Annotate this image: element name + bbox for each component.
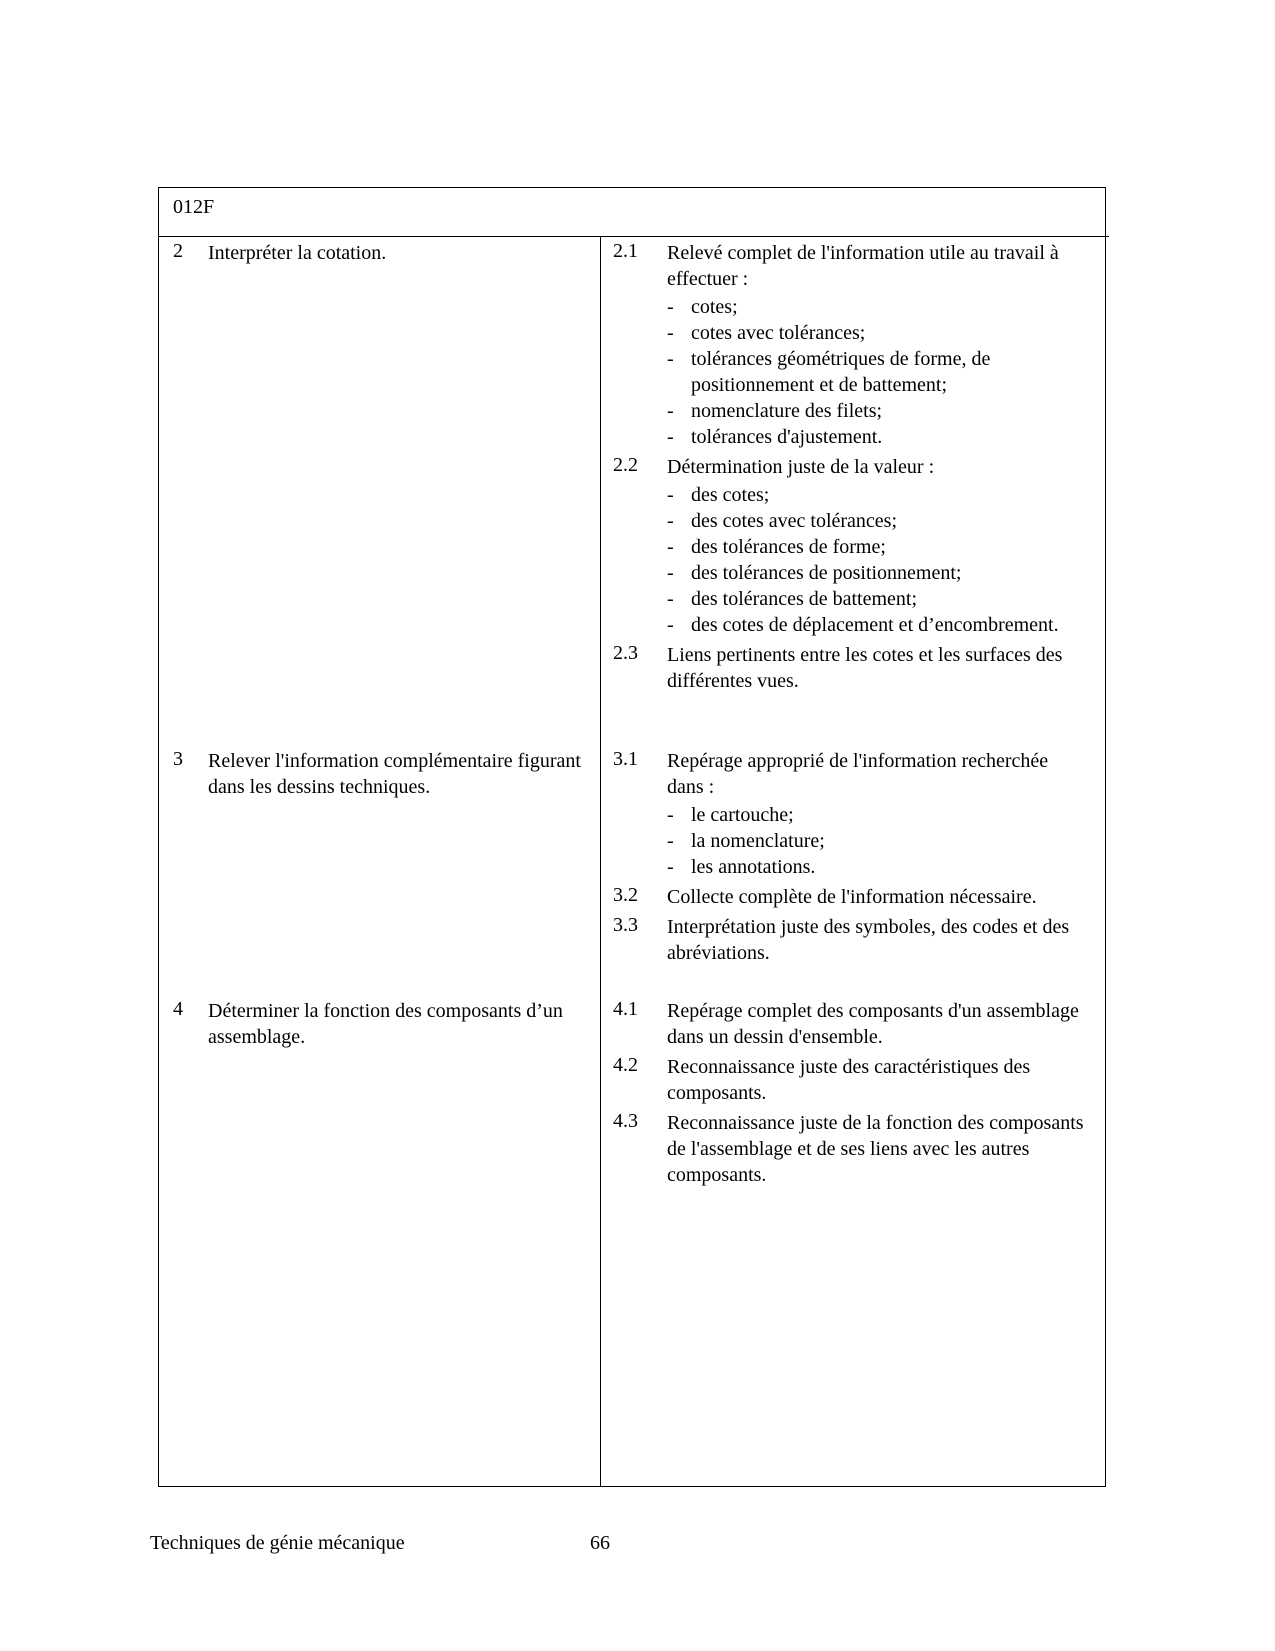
dash-bullet: - (667, 830, 674, 852)
criterion-text: Détermination juste de la valeur : (667, 456, 935, 478)
criterion-number: 3.1 (613, 748, 638, 770)
dash-bullet: - (667, 614, 674, 636)
element-text: Relever l'information complémentaire figurant dans les dessins techniques. (208, 750, 581, 798)
criterion-text: Repérage approprié de l'information recherchée dans : (667, 750, 1049, 798)
criterion-bullets (667, 294, 1088, 450)
criterion-text: Reconnaissance juste des caractéristiques des composants. (667, 1056, 1031, 1104)
criterion-bullets (667, 482, 1088, 638)
criteria-cell (613, 998, 1088, 1192)
criterion-2-3 (613, 642, 1088, 694)
table-header (159, 188, 1109, 237)
criterion-2-1 (613, 240, 1088, 450)
criterion-text: Interprétation juste des symboles, des codes et des abréviations. (667, 916, 1070, 964)
criterion-text: Reconnaissance juste de la fonction des composants de l'assemblage et de ses liens avec les autres composants. (667, 1112, 1084, 1186)
element-number: 3 (173, 748, 183, 770)
list-item: - la nomenclature; (667, 830, 825, 852)
dash-bullet: - (667, 296, 674, 318)
criterion-number: 4.2 (613, 1054, 638, 1076)
element-number: 2 (173, 240, 183, 262)
criterion-3-3 (613, 914, 1088, 966)
list-item: - des tolérances de positionnement; (667, 562, 962, 584)
page-footer (150, 1530, 610, 1556)
criterion-bullets (667, 802, 1088, 880)
criterion-number: 2.3 (613, 642, 638, 664)
criterion-text: Repérage complet des composants d'un assemblage dans un dessin d'ensemble. (667, 1000, 1079, 1048)
criterion-text: Relevé complet de l'information utile au travail à effectuer : (667, 242, 1059, 290)
list-item: - des tolérances de forme; (667, 536, 886, 558)
criterion-number: 2.1 (613, 240, 638, 262)
element-number: 4 (173, 998, 183, 1020)
dash-bullet: - (667, 426, 674, 448)
dash-bullet: - (667, 562, 674, 584)
list-item: - nomenclature des filets; (667, 400, 883, 422)
list-item: - des tolérances de battement; (667, 588, 918, 610)
dash-bullet: - (667, 856, 674, 878)
element-cell (173, 240, 593, 266)
list-item: - le cartouche; (667, 804, 794, 826)
criterion-4-1 (613, 998, 1088, 1050)
criterion-text: Collecte complète de l'information nécessaire. (667, 886, 1037, 908)
list-item: - cotes avec tolérances; (667, 322, 866, 344)
element-cell (173, 748, 593, 800)
element-text: Interpréter la cotation. (208, 242, 387, 264)
column-divider (600, 236, 601, 1486)
dash-bullet: - (667, 348, 674, 370)
dash-bullet: - (667, 536, 674, 558)
criterion-text: Liens pertinents entre les cotes et les surfaces des différentes vues. (667, 644, 1063, 692)
element-cell (173, 998, 593, 1050)
criterion-number: 4.3 (613, 1110, 638, 1132)
list-item: - des cotes avec tolérances; (667, 510, 898, 532)
dash-bullet: - (667, 804, 674, 826)
footer-title: Techniques de génie mécanique (150, 1532, 405, 1554)
list-item: - tolérances géométriques de forme, de positionnement et de battement; (667, 348, 991, 396)
list-item: - tolérances d'ajustement. (667, 426, 883, 448)
competency-code: 012F (173, 196, 215, 218)
element-text: Déterminer la fonction des composants d’un assemblage. (208, 1000, 563, 1048)
criterion-3-1 (613, 748, 1088, 880)
criteria-cell (613, 748, 1088, 970)
list-item: - des cotes de déplacement et d’encombrement. (667, 614, 1059, 636)
dash-bullet: - (667, 322, 674, 344)
dash-bullet: - (667, 510, 674, 532)
dash-bullet: - (667, 400, 674, 422)
page-number: 66 (590, 1532, 610, 1554)
criterion-number: 3.3 (613, 914, 638, 936)
criterion-4-2 (613, 1054, 1088, 1106)
dash-bullet: - (667, 484, 674, 506)
criterion-2-2 (613, 454, 1088, 638)
list-item: - cotes; (667, 296, 738, 318)
list-item: - des cotes; (667, 484, 770, 506)
criterion-number: 3.2 (613, 884, 638, 906)
criteria-cell (613, 240, 1088, 698)
criterion-4-3 (613, 1110, 1088, 1188)
criterion-3-2 (613, 884, 1088, 910)
criterion-number: 2.2 (613, 454, 638, 476)
competency-table (158, 187, 1106, 1487)
dash-bullet: - (667, 588, 674, 610)
list-item: - les annotations. (667, 856, 816, 878)
criterion-number: 4.1 (613, 998, 638, 1020)
